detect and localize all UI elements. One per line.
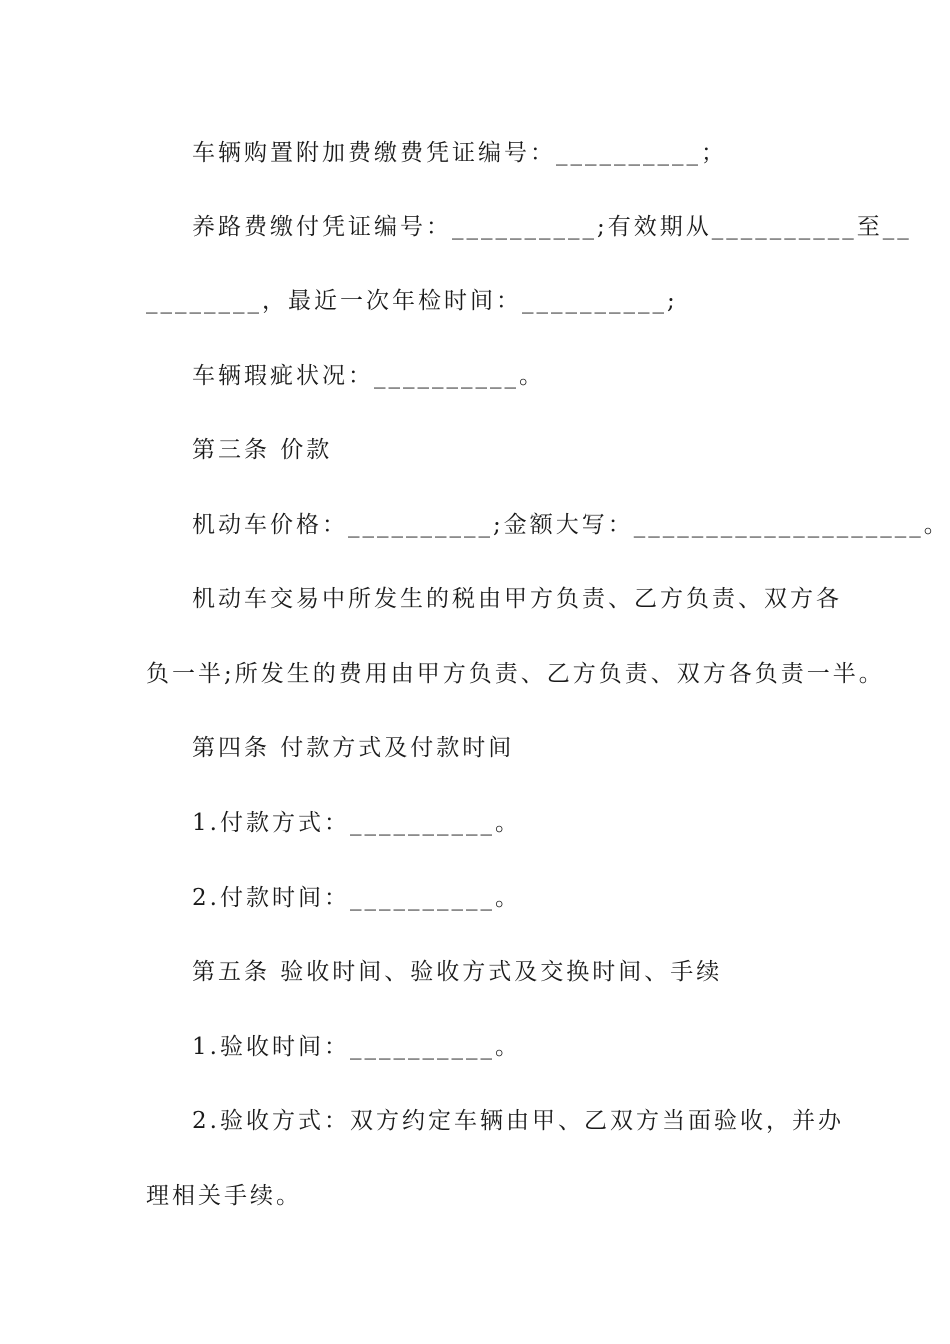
vehicle-defects-line: 车辆瑕疵状况：__________。 xyxy=(192,363,545,389)
inspection-method-line: 2.验收方式：双方约定车辆由甲、乙双方当面验收，并办 xyxy=(192,1108,844,1134)
tax-responsibility-line: 机动车交易中所发生的税由甲方负责、乙方负责、双方各 xyxy=(192,586,842,612)
inspection-method-continuation-line: 理相关手续。 xyxy=(146,1183,302,1209)
road-maintenance-fee-certificate-line: 养路费缴付凭证编号：__________;有效期从__________至__ xyxy=(192,214,912,240)
payment-method-line: 1.付款方式：__________。 xyxy=(192,810,521,836)
inspection-time-line: 1.验收时间：__________。 xyxy=(192,1034,521,1060)
fee-responsibility-line: 负一半;所发生的费用由甲方负责、乙方负责、双方各负责一半。 xyxy=(146,661,885,687)
payment-time-line: 2.付款时间：__________。 xyxy=(192,885,521,911)
annual-inspection-line: ________，最近一次年检时间：__________; xyxy=(146,288,678,314)
article-three-heading: 第三条 价款 xyxy=(192,437,333,463)
article-four-heading: 第四条 付款方式及付款时间 xyxy=(192,735,515,761)
article-five-heading: 第五条 验收时间、验收方式及交换时间、手续 xyxy=(192,959,723,985)
vehicle-purchase-fee-certificate-line: 车辆购置附加费缴费凭证编号：__________； xyxy=(192,140,727,166)
vehicle-price-line: 机动车价格：__________;金额大写：____________________。 xyxy=(192,512,950,538)
